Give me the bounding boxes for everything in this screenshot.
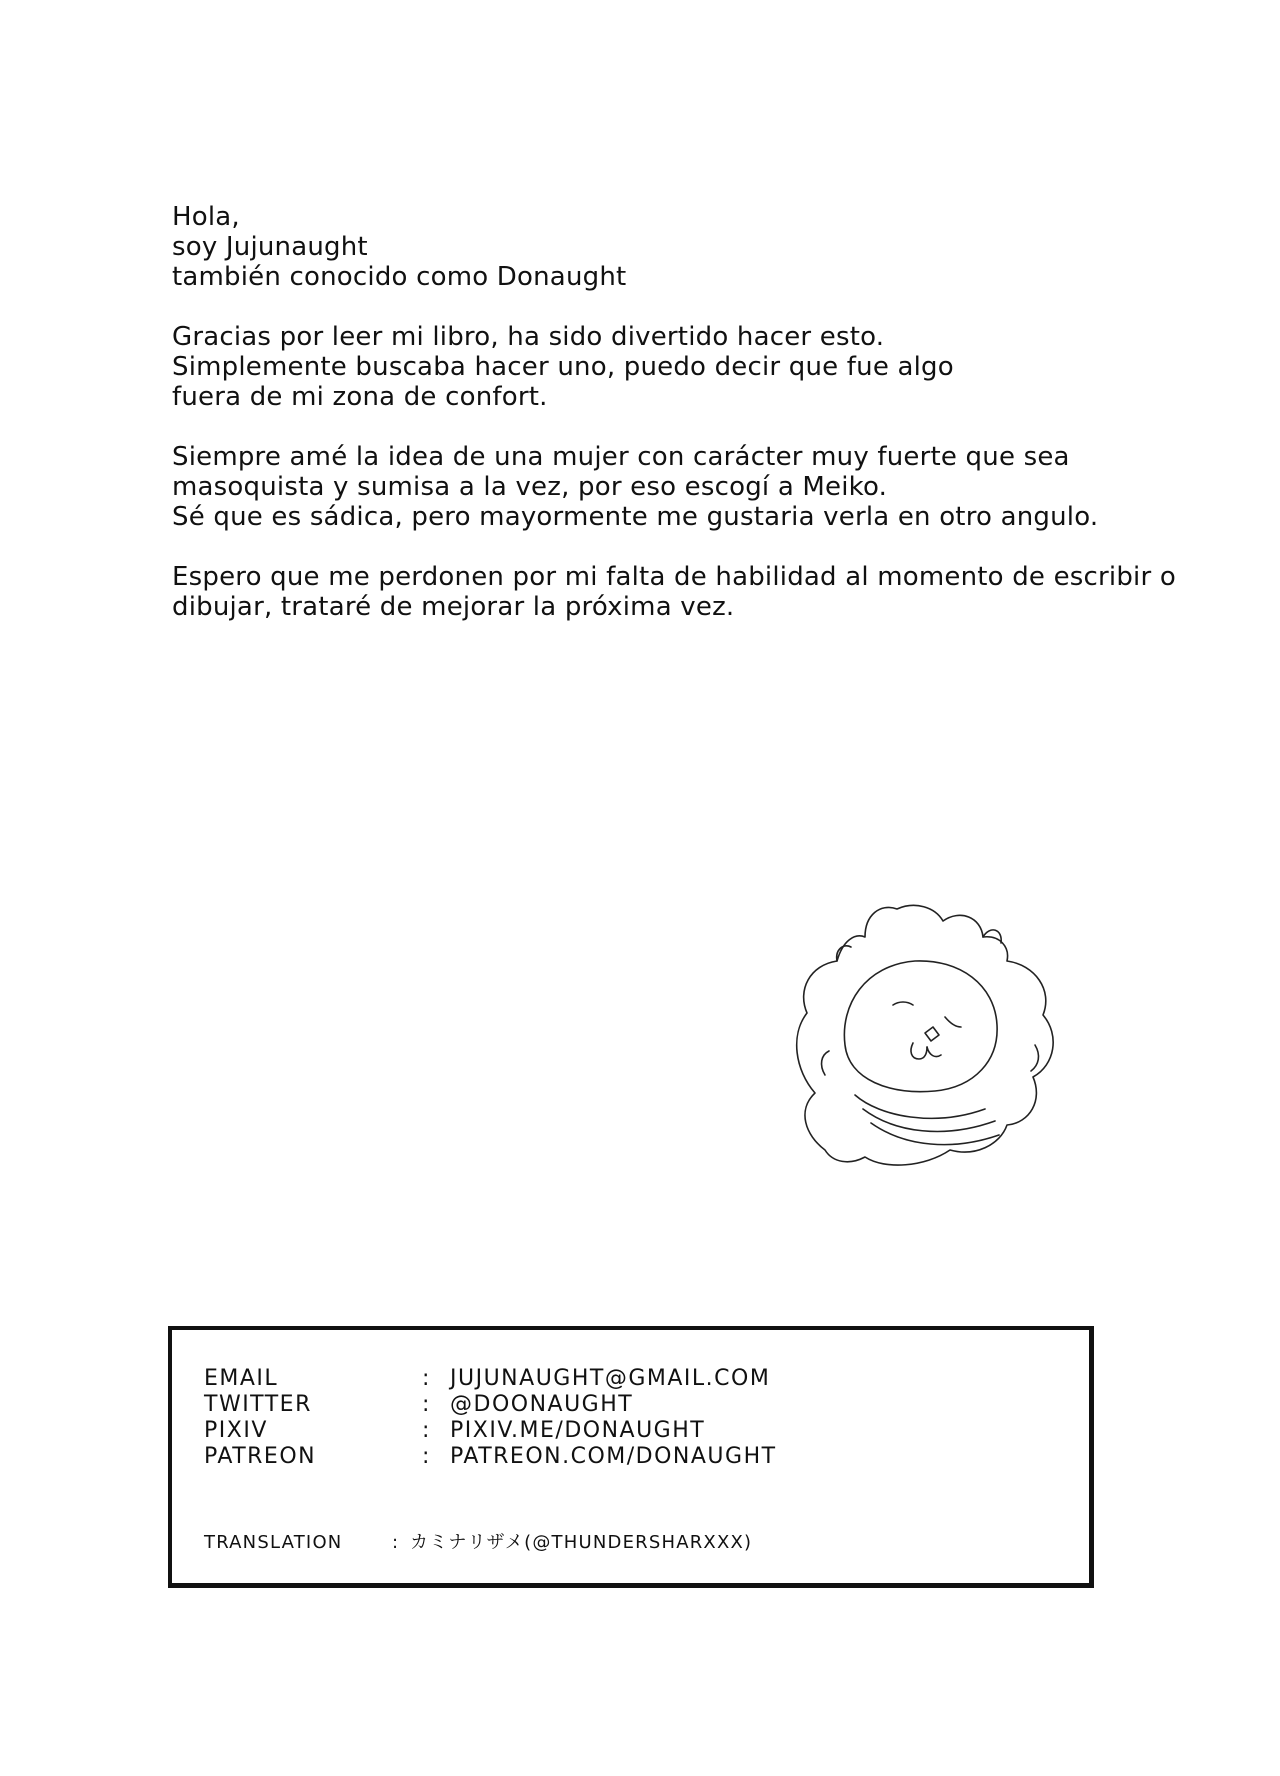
- sleeping-cat-doodle-icon: [785, 895, 1085, 1185]
- letter-line: masoquista y sumisa a la vez, por eso escogí a Meiko.: [172, 472, 888, 502]
- letter-line: Siempre amé la idea de una mujer con carácter muy fuerte que sea: [172, 442, 1070, 472]
- translation-value: カミナリザメ(@THUNDERSHARXXX): [410, 1532, 753, 1553]
- letter-line: Espero que me perdonen por mi falta de habilidad al momento de escribir o: [172, 562, 1176, 592]
- letter-line: Hola,: [172, 202, 240, 232]
- contact-separator: :: [422, 1444, 431, 1469]
- contact-separator: :: [422, 1366, 431, 1391]
- translation-label: TRANSLATION: [204, 1532, 343, 1553]
- letter-paragraph: [172, 442, 1099, 532]
- letter-paragraph: [172, 562, 1176, 622]
- contact-separator: :: [422, 1392, 431, 1417]
- translation-separator: :: [392, 1532, 400, 1553]
- letter-line: fuera de mi zona de confort.: [172, 382, 548, 412]
- contact-label: EMAIL: [204, 1366, 279, 1391]
- letter-line: dibujar, trataré de mejorar la próxima vez.: [172, 592, 735, 622]
- letter-line: también conocido como Donaught: [172, 262, 627, 292]
- letter-paragraph: [172, 322, 1072, 412]
- contact-value-twitter: @DOONAUGHT: [450, 1392, 634, 1417]
- contact-label: PATREON: [204, 1444, 317, 1469]
- contact-value-patreon: PATREON.COM/DONAUGHT: [450, 1444, 777, 1469]
- contact-info-box: [168, 1326, 1094, 1588]
- letter-line: Gracias por leer mi libro, ha sido divertido hacer esto.: [172, 322, 885, 352]
- author-letter: [172, 202, 1176, 652]
- contact-label: TWITTER: [204, 1392, 312, 1417]
- letter-paragraph: [172, 202, 1072, 292]
- letter-line: Sé que es sádica, pero mayormente me gustaria verla en otro angulo.: [172, 502, 1099, 532]
- letter-line: Simplemente buscaba hacer uno, puedo decir que fue algo: [172, 352, 954, 382]
- contact-value-pixiv: PIXIV.ME/DONAUGHT: [450, 1418, 706, 1443]
- contact-label: PIXIV: [204, 1418, 268, 1443]
- letter-line: soy Jujunaught: [172, 232, 368, 262]
- contact-value-email: JUJUNAUGHT@GMAIL.COM: [450, 1366, 771, 1391]
- contact-separator: :: [422, 1418, 431, 1443]
